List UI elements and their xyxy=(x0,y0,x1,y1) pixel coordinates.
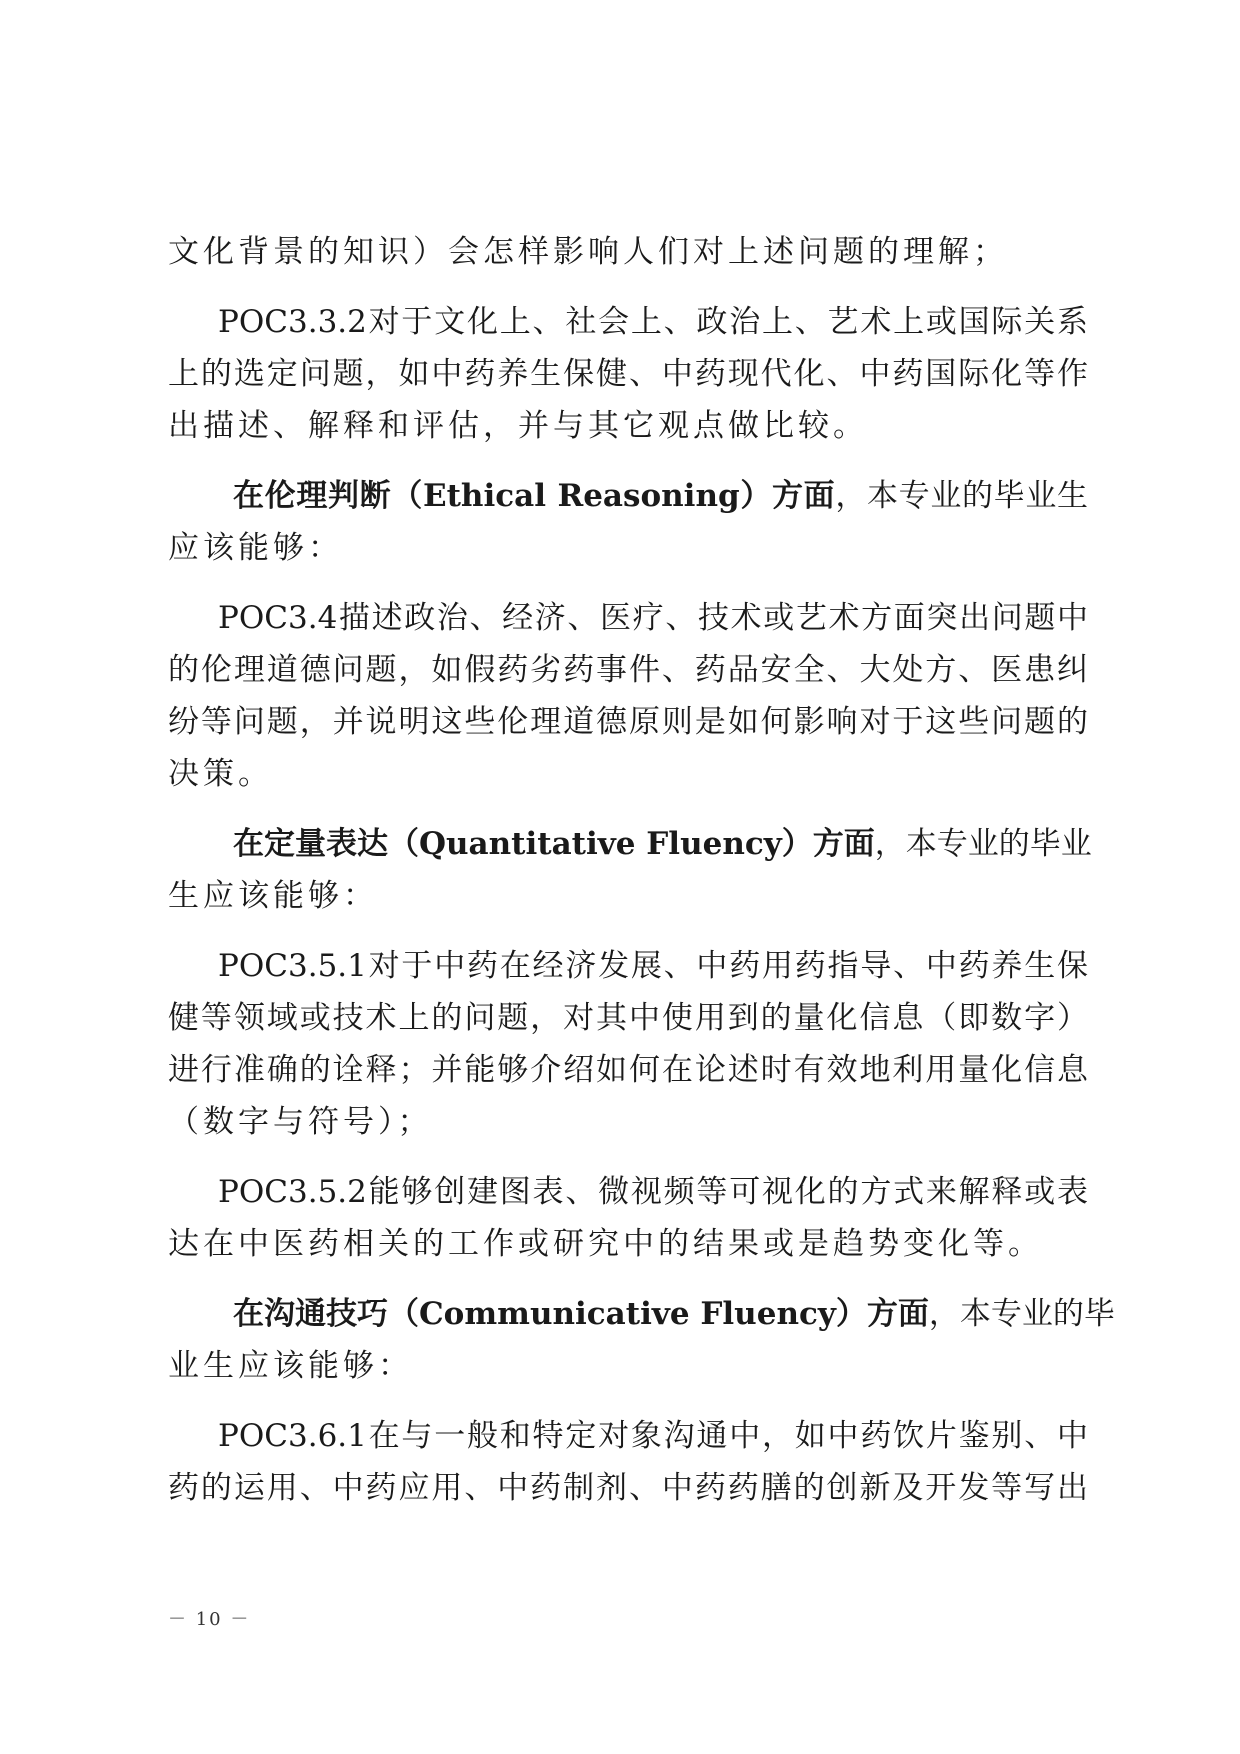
section-heading-rest: ，本专业的毕业 xyxy=(874,826,1092,862)
paragraph-line: （数字与符号）； xyxy=(168,1104,433,1140)
section-heading-bold: 在伦理判断（Ethical Reasoning）方面 xyxy=(233,478,836,514)
section-heading-rest: ，本专业的毕 xyxy=(928,1296,1115,1332)
paragraph-line: 进行准确的诠释；并能够介绍如何在论述时有效地利用量化信息 xyxy=(168,1052,1088,1088)
paragraph-line: 的伦理道德问题，如假药劣药事件、药品安全、大处方、医患纠 xyxy=(168,652,1088,688)
paragraph-line: POC3.3.2对于文化上、社会上、政治上、艺术上或国际关系 xyxy=(218,304,1088,340)
section-heading-bold: 在定量表达（Quantitative Fluency）方面 xyxy=(233,826,875,862)
paragraph-line: POC3.4描述政治、经济、医疗、技术或艺术方面突出问题中 xyxy=(218,600,1088,636)
paragraph-line: 健等领域或技术上的问题，对其中使用到的量化信息（即数字） xyxy=(168,1000,1088,1036)
paragraph-line: 业生应该能够： xyxy=(168,1348,413,1384)
section-heading-rest: ，本专业的毕业生 xyxy=(835,478,1088,514)
paragraph-line: 药的运用、中药应用、中药制剂、中药药膳的创新及开发等写出 xyxy=(168,1470,1088,1506)
paragraph-line: 上的选定问题，如中药养生保健、中药现代化、中药国际化等作 xyxy=(168,356,1088,392)
paragraph-line: 生应该能够： xyxy=(168,878,378,914)
paragraph-line: 达在中医药相关的工作或研究中的结果或是趋势变化等。 xyxy=(168,1226,1043,1262)
paragraph-line: 决策。 xyxy=(168,756,273,792)
section-heading-quantitative-fluency xyxy=(233,824,1092,864)
paragraph-line: POC3.5.1对于中药在经济发展、中药用药指导、中药养生保 xyxy=(218,948,1088,984)
paragraph-line: POC3.6.1在与一般和特定对象沟通中，如中药饮片鉴别、中 xyxy=(218,1418,1088,1454)
paragraph-line: 应该能够： xyxy=(168,530,343,566)
paragraph-line: POC3.5.2能够创建图表、微视频等可视化的方式来解释或表 xyxy=(218,1174,1088,1210)
paragraph-line: 纷等问题，并说明这些伦理道德原则是如何影响对于这些问题的 xyxy=(168,704,1088,740)
section-heading-bold: 在沟通技巧（Communicative Fluency）方面 xyxy=(233,1296,929,1332)
paragraph-line: 出描述、解释和评估，并与其它观点做比较。 xyxy=(168,408,868,444)
paragraph-line: 文化背景的知识）会怎样影响人们对上述问题的理解； xyxy=(168,234,1008,270)
section-heading-communicative-fluency xyxy=(233,1294,1115,1334)
page-number: － 10 － xyxy=(168,1609,251,1630)
section-heading-ethical-reasoning xyxy=(233,476,1088,516)
